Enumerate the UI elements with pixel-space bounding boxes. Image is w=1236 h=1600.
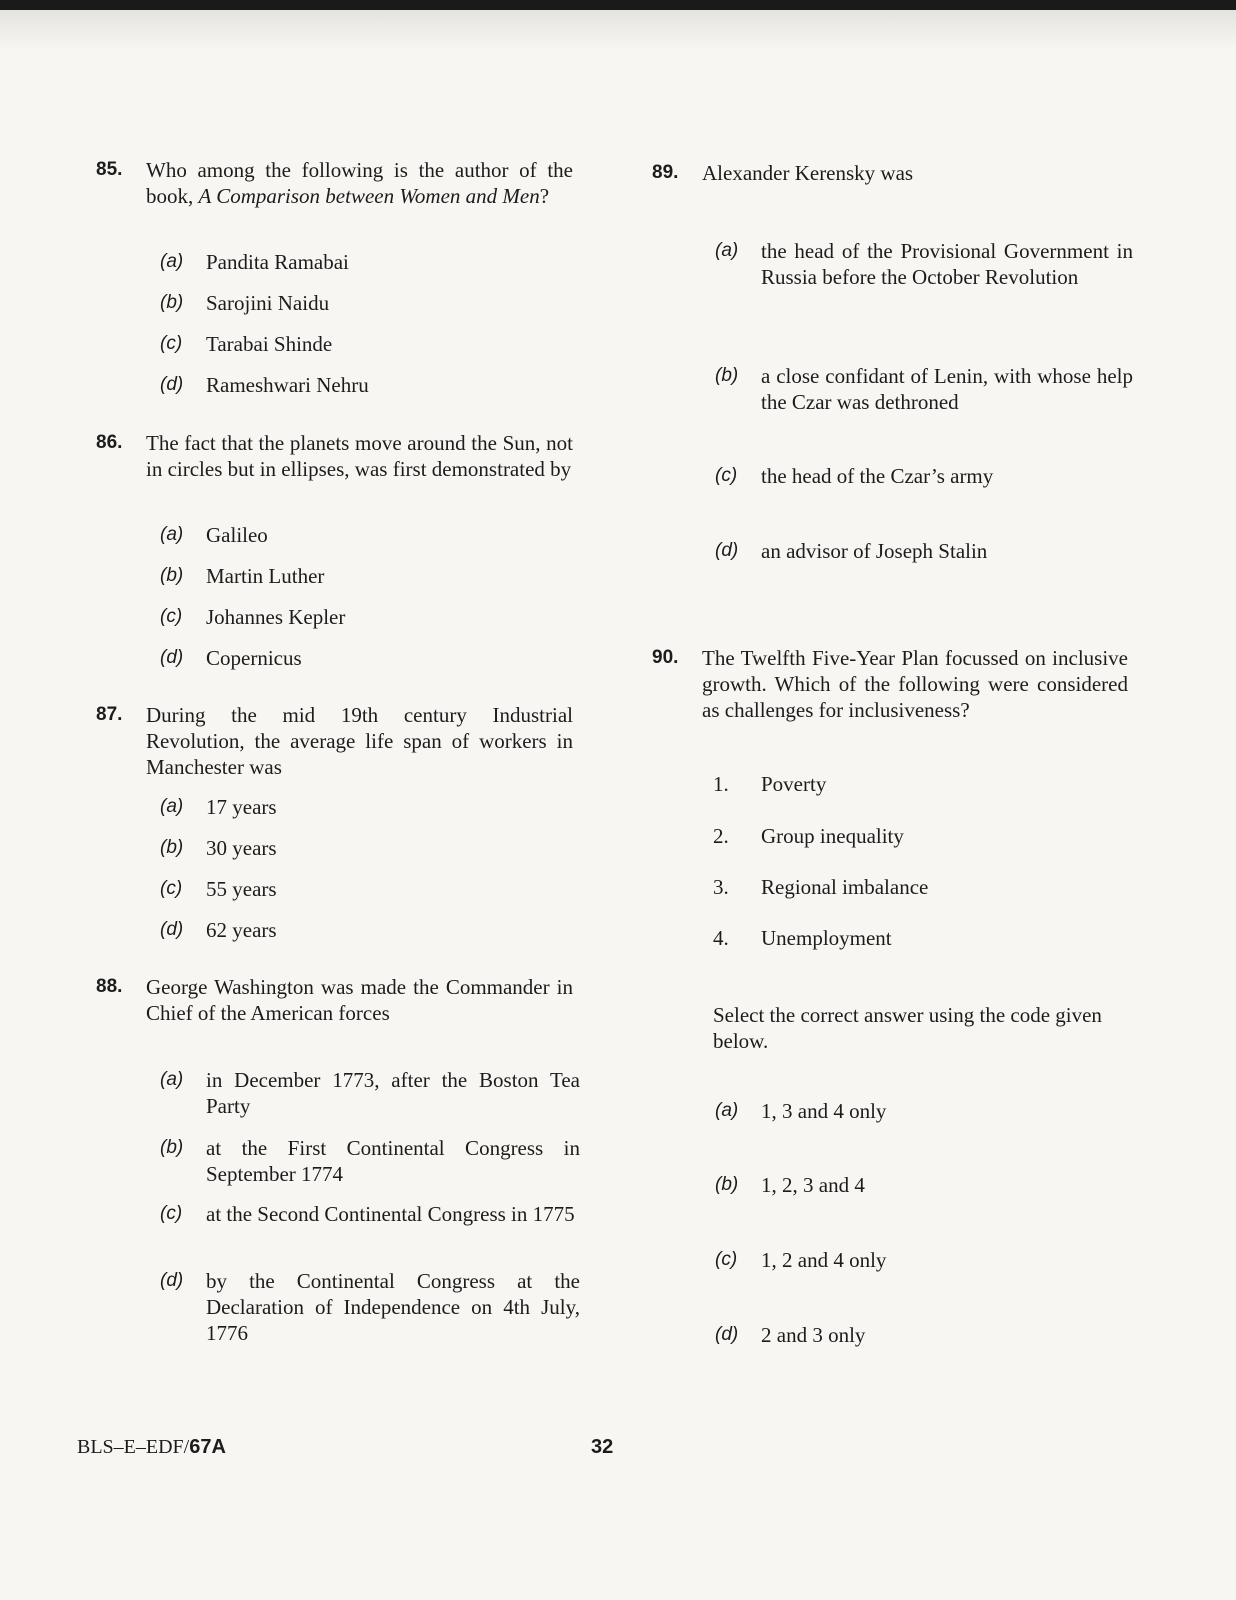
booklet-code: BLS–E–EDF/67A (77, 1436, 226, 1458)
question-number: 89. (652, 162, 679, 183)
question-stem: Alexander Kerensky was (702, 161, 914, 185)
page-number: 32 (591, 1436, 614, 1458)
question-stem: The fact that the planets move around the Sun, not in circles but in ellipses, was first demonstrated by (146, 431, 573, 481)
question-number: 87. (96, 704, 123, 725)
question-89 (652, 160, 1132, 190)
question-number: 90. (652, 647, 679, 668)
question-stem: The Twelfth Five-Year Plan focussed on inclusive growth. Which of the following were considered as challenges for inclusiveness? (702, 646, 1128, 722)
instruction-90: Select the correct answer using the code given below. (713, 1003, 1102, 1053)
question-88 (96, 974, 578, 1054)
question-87 (96, 702, 578, 782)
question-90 (652, 645, 1132, 755)
question-86 (96, 430, 578, 510)
question-stem: During the mid 19th century Industrial Revolution, the average life span of workers in Manchester was (146, 703, 573, 779)
question-number: 85. (96, 159, 123, 180)
question-number: 88. (96, 976, 123, 997)
question-stem: Who among the following is the author of the book, A Comparison between Women and Men? (146, 158, 573, 208)
question-number: 86. (96, 432, 123, 453)
scan-top-edge (0, 0, 1236, 10)
question-stem: George Washington was made the Commander in Chief of the American forces (146, 975, 573, 1025)
scan-shadow (0, 10, 1236, 50)
